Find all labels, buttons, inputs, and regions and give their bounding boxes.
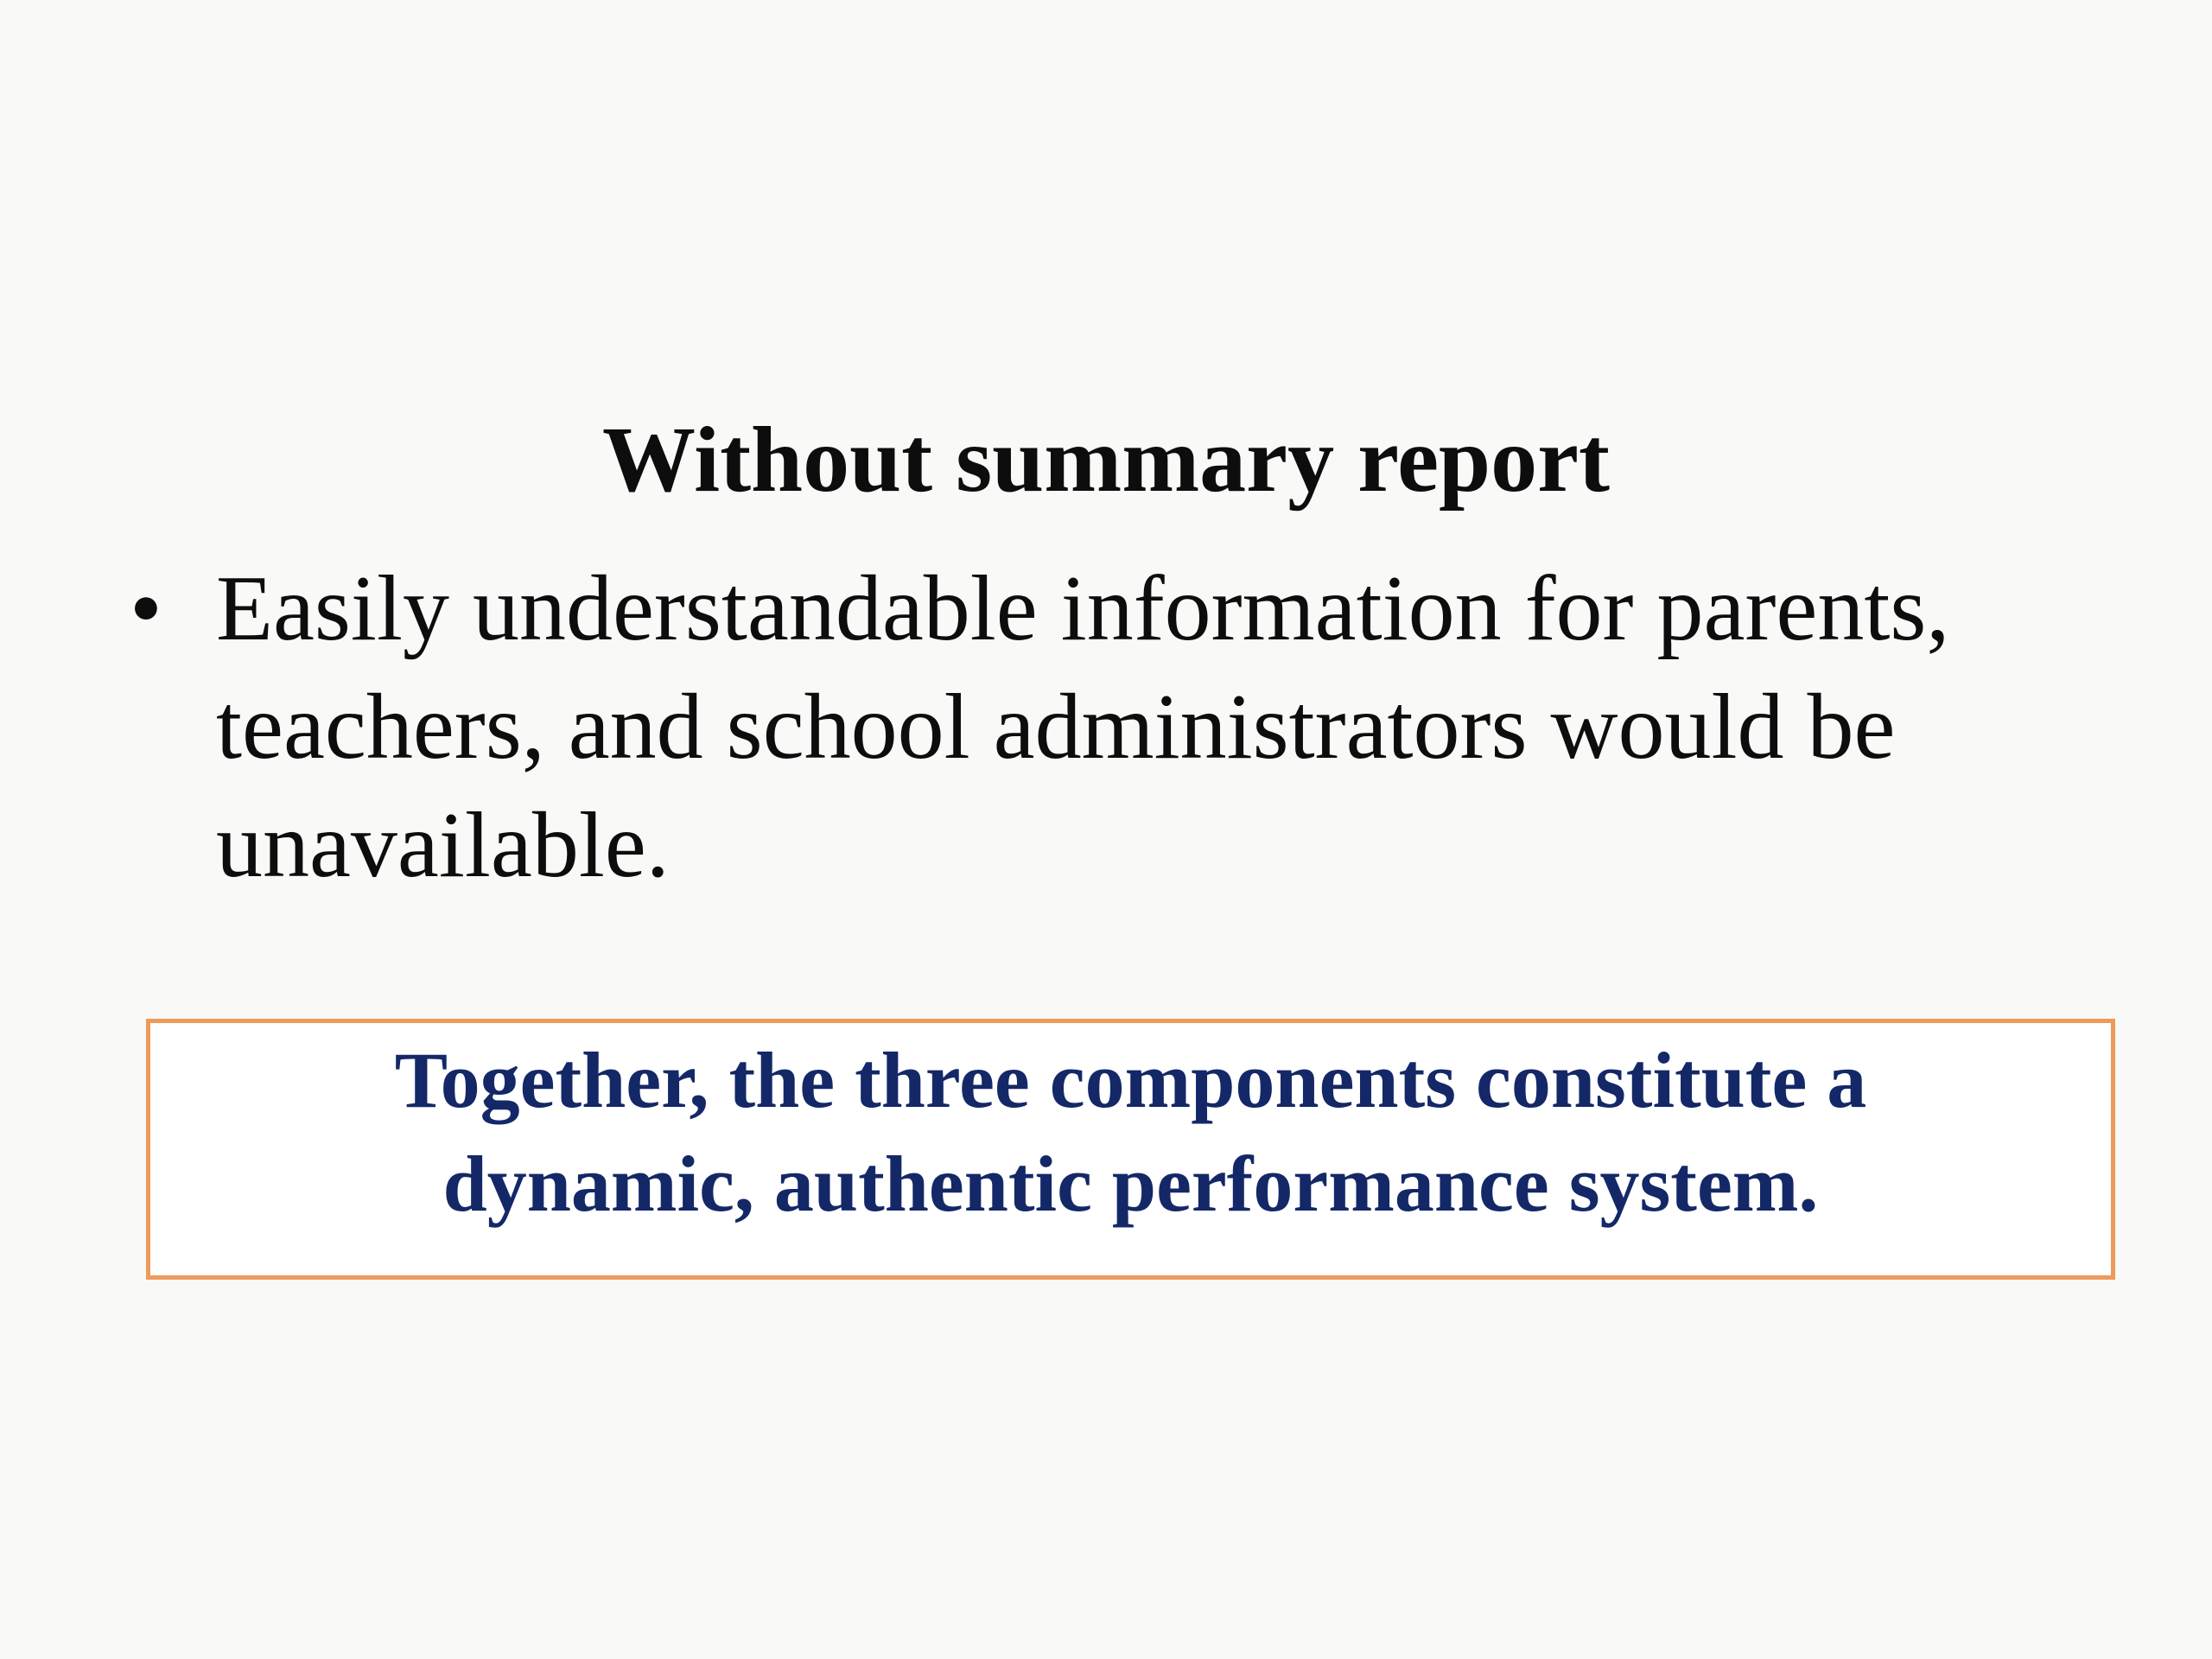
callout-line-2: dynamic, authentic performance system. [442, 1140, 1819, 1228]
callout-box [146, 1019, 2115, 1280]
callout-line-1: Together, the three components constitute a [394, 1036, 1867, 1124]
bullet-text [216, 550, 2160, 905]
bullet-line-3: unavailable. [216, 794, 670, 897]
callout-text [150, 1028, 2111, 1236]
slide-heading: Without summary report [602, 409, 1610, 512]
bullet-line-2: teachers, and school administrators would be [216, 676, 1896, 779]
bullet-line-1: Easily understandable information for parents, [216, 557, 1950, 660]
bullet-marker: • [130, 557, 162, 660]
